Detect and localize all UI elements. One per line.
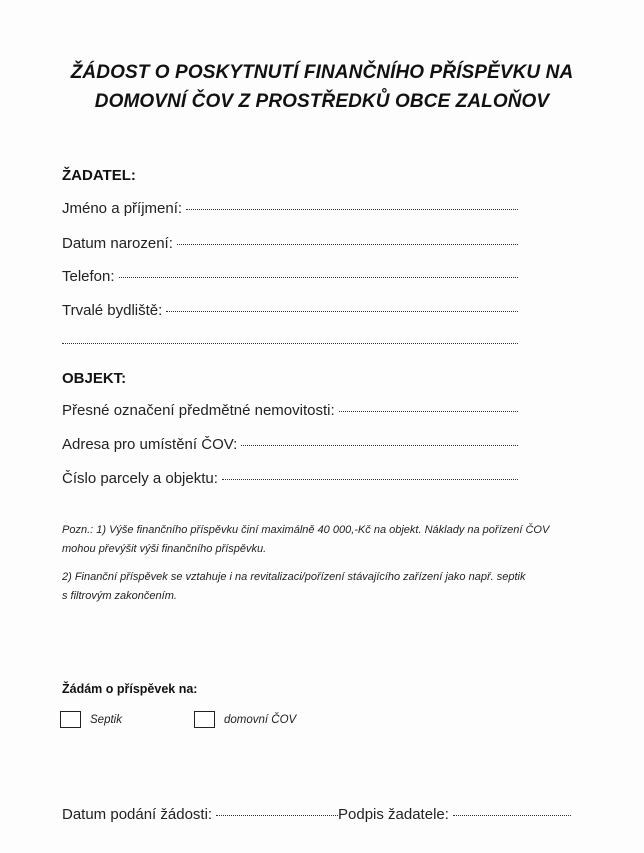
submission-date-label: Datum podání žádosti: [62,806,213,823]
field-address-dotted-line [166,311,518,312]
note-1-line-2: mohou převýšit výši finančního příspěvku. [62,543,267,555]
field-parcel-number[interactable] [62,470,518,487]
field-address[interactable] [62,302,518,319]
note-2-line-1: 2) Finanční příspěvek se vztahuje i na revitalizaci/pořízení stávajícího zařízení jako např. septik [62,571,526,583]
field-wwtp-address-dotted-line [241,445,518,446]
field-name-dotted-line [186,209,518,210]
field-parcel-number-dotted-line [222,479,518,480]
field-name[interactable] [62,200,518,217]
field-property-designation-label: Přesné označení předmětné nemovitosti: [62,402,335,419]
field-wwtp-address[interactable] [62,436,518,453]
field-name-label: Jméno a příjmení: [62,200,183,217]
field-phone[interactable] [62,268,518,285]
applicant-heading: ŽADATEL: [62,167,136,184]
object-heading: OBJEKT: [62,370,127,387]
field-wwtp-address-label: Adresa pro umístění ČOV: [62,436,238,453]
field-submission-date[interactable] [62,806,338,823]
field-birth-date-dotted-line [177,244,518,245]
signature-label: Podpis žadatele: [338,806,449,823]
note-2-line-2: s filtrovým zakončením. [62,590,177,602]
field-property-designation-dotted-line [339,411,518,412]
signature-dotted-line [453,815,571,816]
field-birth-date-label: Datum narození: [62,235,173,252]
form-title-line-1: ŽÁDOST O POSKYTNUTÍ FINANČNÍHO PŘÍSPĚVKU NA [70,62,574,83]
option-domovni-cov[interactable] [194,711,296,728]
field-address-label: Trvalé bydliště: [62,302,163,319]
option-septik-label: Septik [90,713,122,726]
field-signature[interactable] [338,806,571,823]
option-septik[interactable] [60,711,122,728]
note-1 [62,521,582,559]
submission-date-dotted-line [216,815,338,816]
field-parcel-number-label: Číslo parcely a objektu: [62,470,218,487]
note-1-line-1: Pozn.: 1) Výše finančního příspěvku činí maximálně 40 000,-Kč na objekt. Náklady na pořízení ČOV [62,524,550,536]
request-label: Žádám o příspěvek na: [62,682,198,696]
checkbox-septik[interactable] [60,711,81,728]
option-domovni-cov-label: domovní ČOV [224,713,297,726]
field-address-continuation-line[interactable] [62,343,518,344]
field-birth-date[interactable] [62,235,518,252]
field-property-designation[interactable] [62,402,518,419]
field-phone-dotted-line [119,277,518,278]
field-phone-label: Telefon: [62,268,115,285]
form-title-line-2: DOMOVNÍ ČOV Z PROSTŘEDKŮ OBCE ZALOŇOV [94,91,550,112]
note-2 [62,568,582,606]
checkbox-domovni-cov[interactable] [194,711,215,728]
